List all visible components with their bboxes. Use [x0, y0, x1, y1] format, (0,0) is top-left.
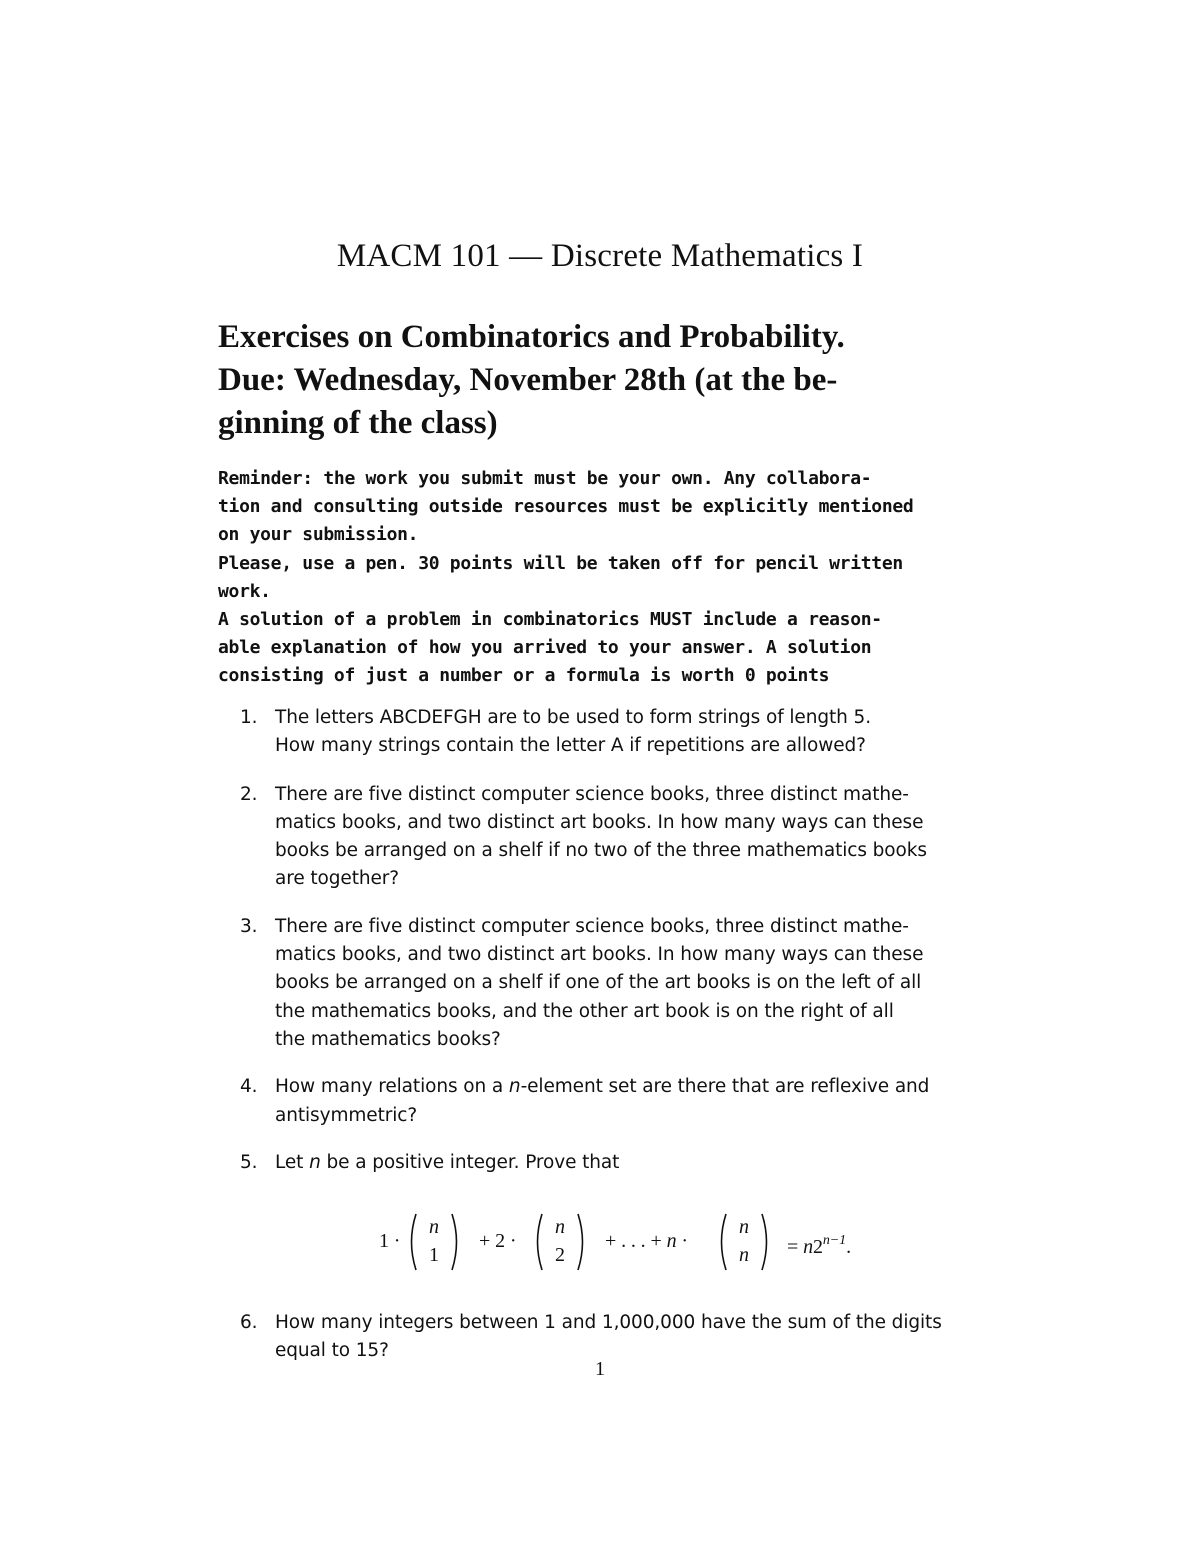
problem-number: 2.	[240, 783, 258, 805]
problem-text: There are five distinct computer science books, three distinct mathe- matics books, and two distinct art books. In how many ways can these books be arranged on a shelf if no two of the three mathematics books are together?	[275, 783, 927, 890]
equation-term-part: =	[787, 1236, 804, 1259]
equation-term-part: 2	[813, 1236, 823, 1259]
binomial-bottom: 2	[555, 1244, 565, 1267]
equation-term-part: + . . . +	[605, 1230, 667, 1253]
problem-item	[240, 704, 990, 761]
problem-text: How many integers between 1 and 1,000,000 have the sum of the digits equal to 15?	[275, 1312, 942, 1362]
pen-paragraph: Please, use a pen. 30 points will be taken off for pencil written work.	[218, 552, 903, 602]
binomial-coefficient	[532, 1211, 588, 1273]
math-variable: n	[508, 1076, 521, 1098]
problem-number: 3.	[240, 915, 258, 937]
problem-list	[240, 704, 990, 1366]
solution-requirement-paragraph: A solution of a problem in combinatorics MUST include a reason- able explanation of how you arrived to your answer. A solution consisting of just a number or a formula is worth 0 points	[218, 609, 882, 687]
problem-item	[240, 1073, 990, 1130]
assignment-title: Exercises on Combinatorics and Probability. Due: Wednesday, November 28th (at the be- ginning of the class)	[218, 319, 845, 441]
problem-text: The letters ABCDEFGH are to be used to form strings of length 5. How many strings contain the letter A if repetitions are allowed?	[275, 707, 871, 757]
problem-text: There are five distinct computer science books, three distinct mathe- matics books, and two distinct art books. In how many ways can these books be arranged on a shelf if one of the art books is on the left of all the mathematics books, and the other art book is on the right of all the mathematics books?	[275, 915, 924, 1050]
instructions-block	[218, 465, 988, 691]
problem-number: 6.	[240, 1312, 258, 1334]
problem-item	[240, 781, 990, 894]
math-variable: n	[309, 1151, 321, 1173]
problem-text-part: be a positive integer. Prove that	[320, 1151, 620, 1173]
problem-text-part: Let	[275, 1151, 310, 1173]
equation-term: + 2 ·	[479, 1230, 517, 1253]
course-title: MACM 101 — Discrete Mathematics I	[336, 238, 864, 274]
problem-number: 5.	[240, 1151, 258, 1173]
binomial-identity-equation	[275, 1177, 990, 1299]
equation-term-part: .	[846, 1236, 851, 1259]
problem-number: 4.	[240, 1076, 258, 1098]
binomial-coefficient	[716, 1211, 772, 1273]
problem-text-part: How many relations on a	[275, 1076, 509, 1098]
page-number: 1	[595, 1358, 605, 1380]
problem-number: 1.	[240, 707, 258, 728]
binomial-coefficient	[406, 1211, 462, 1273]
binomial-top: n	[739, 1216, 749, 1239]
problem-item	[240, 913, 990, 1054]
math-variable: n	[803, 1236, 813, 1259]
equation-term	[787, 1227, 851, 1261]
math-variable: n	[666, 1230, 677, 1253]
problem-text	[275, 1149, 990, 1177]
equation-exponent: n−1	[822, 1233, 847, 1249]
equation-term	[605, 1227, 688, 1255]
binomial-bottom: n	[739, 1244, 749, 1267]
binomial-top: n	[555, 1216, 565, 1239]
problem-item	[240, 1149, 990, 1299]
equation-term-part: ·	[676, 1230, 688, 1253]
equation-term: 1 ·	[379, 1230, 401, 1253]
reminder-paragraph: Reminder: the work you submit must be your own. Any collabora- tion and consulting outside resources must be explicitly mentioned on your submission.	[218, 468, 914, 546]
problem-text	[275, 1073, 990, 1130]
problem-text-part: -element set are there that are reflexive and antisymmetric?	[275, 1076, 930, 1126]
binomial-top: n	[429, 1216, 439, 1239]
binomial-bottom: 1	[429, 1244, 439, 1267]
